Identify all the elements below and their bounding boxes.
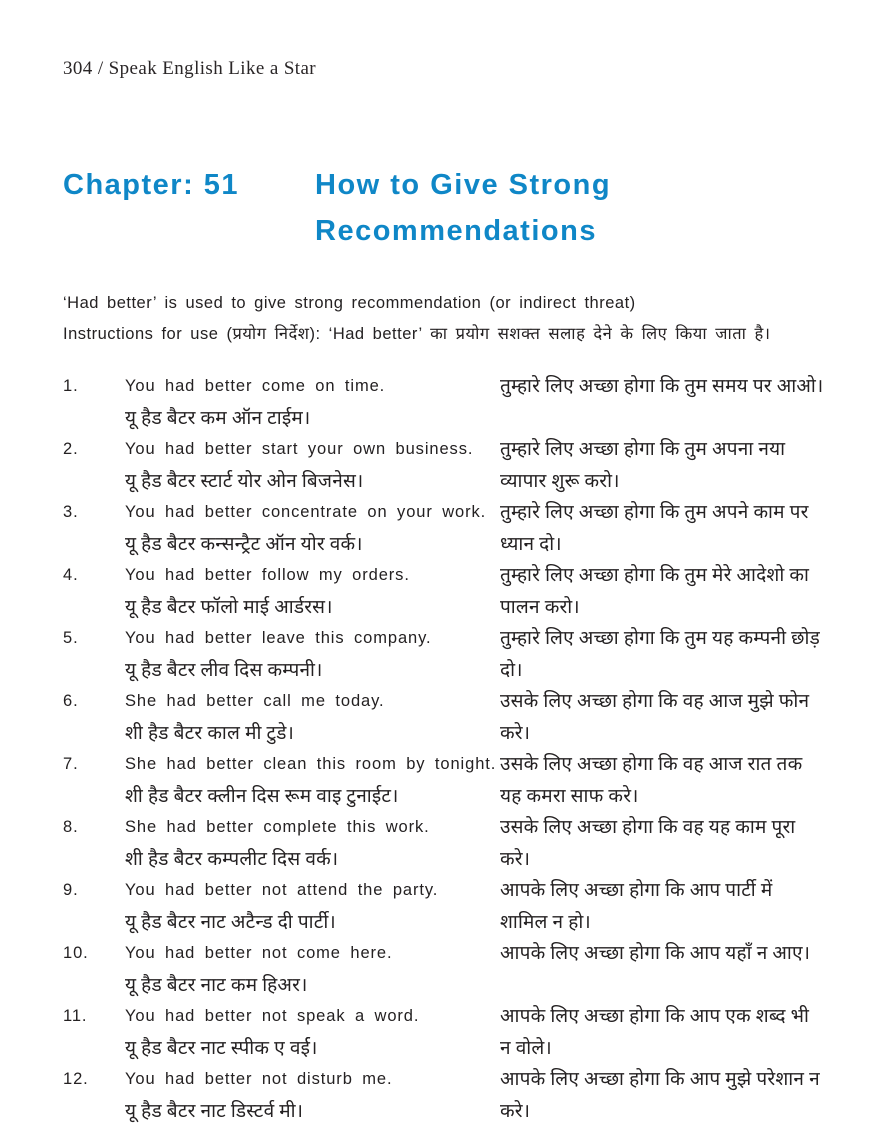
hindi-translation: उसके लिए अच्छा होगा कि वह आज मुझे फोन करे। bbox=[500, 691, 810, 744]
hindi-translation: तुम्हारे लिए अच्छा होगा कि तुम समय पर आओ। bbox=[500, 376, 824, 397]
item-english-block bbox=[125, 371, 500, 434]
english-sentence: You had better not attend the party. bbox=[125, 881, 439, 899]
item-number: 5. bbox=[63, 629, 79, 647]
item-english-block bbox=[125, 749, 500, 812]
hindi-transliteration: यू हैड बैटर नाट कम हिअर। bbox=[125, 974, 308, 996]
list-item bbox=[63, 812, 824, 875]
english-sentence: She had better complete this work. bbox=[125, 818, 430, 836]
chapter-label: Chapter: 51 bbox=[63, 169, 240, 201]
list-item bbox=[63, 875, 824, 938]
hindi-translation: उसके लिए अच्छा होगा कि वह आज रात तक यह कमरा साफ करे। bbox=[500, 754, 803, 807]
chapter-title bbox=[315, 162, 611, 254]
list-item bbox=[63, 1064, 824, 1127]
list-item bbox=[63, 434, 824, 497]
hindi-transliteration: यू हैड बैटर कम ऑन टाईम। bbox=[125, 407, 311, 429]
list-item bbox=[63, 686, 824, 749]
item-number: 10. bbox=[63, 944, 89, 962]
item-english-block bbox=[125, 623, 500, 686]
sentence-list bbox=[63, 371, 824, 1127]
english-sentence: You had better concentrate on your work. bbox=[125, 503, 487, 521]
hindi-translation: आपके लिए अच्छा होगा कि आप पार्टी में शामिल न हो। bbox=[500, 880, 773, 933]
list-item bbox=[63, 938, 824, 1001]
item-english-block bbox=[125, 686, 500, 749]
item-english-block bbox=[125, 1064, 500, 1127]
chapter-title-line-2: Recommendations bbox=[315, 215, 597, 247]
english-sentence: You had better not come here. bbox=[125, 944, 393, 962]
list-item bbox=[63, 497, 824, 560]
item-number: 8. bbox=[63, 818, 79, 836]
running-header: 304 / Speak English Like a Star bbox=[63, 58, 317, 79]
list-item bbox=[63, 371, 824, 434]
hindi-translation: उसके लिए अच्छा होगा कि वह यह काम पूरा करे। bbox=[500, 817, 796, 870]
list-item bbox=[63, 749, 824, 812]
english-sentence: You had better start your own business. bbox=[125, 440, 474, 458]
hindi-transliteration: शी हैड बैटर कम्पलीट दिस वर्क। bbox=[125, 848, 339, 870]
list-item bbox=[63, 560, 824, 623]
item-english-block bbox=[125, 1001, 500, 1064]
hindi-translation: तुम्हारे लिए अच्छा होगा कि तुम अपना नया व्यापार शुरू करो। bbox=[500, 439, 786, 492]
item-english-block bbox=[125, 434, 500, 497]
hindi-translation: तुम्हारे लिए अच्छा होगा कि तुम यह कम्पनी छोड़ दो। bbox=[500, 628, 820, 681]
list-item bbox=[63, 623, 824, 686]
hindi-translation: आपके लिए अच्छा होगा कि आप मुझे परेशान न करे। bbox=[500, 1069, 820, 1122]
item-english-block bbox=[125, 812, 500, 875]
hindi-transliteration: यू हैड बैटर स्टार्ट योर ओन बिजनेस। bbox=[125, 470, 364, 492]
intro-paragraph bbox=[63, 288, 833, 350]
item-number: 9. bbox=[63, 881, 79, 899]
hindi-transliteration: यू हैड बैटर फॉलो माई आर्डरस। bbox=[125, 596, 333, 618]
intro-line-1: ‘Had better’ is used to give strong recommendation (or indirect threat) bbox=[63, 294, 636, 312]
item-number: 3. bbox=[63, 503, 79, 521]
item-number: 11. bbox=[63, 1007, 88, 1025]
english-sentence: You had better come on time. bbox=[125, 377, 386, 395]
item-english-block bbox=[125, 497, 500, 560]
english-sentence: You had better follow my orders. bbox=[125, 566, 410, 584]
hindi-transliteration: यू हैड बैटर नाट डिस्टर्व मी। bbox=[125, 1100, 304, 1122]
hindi-translation: आपके लिए अच्छा होगा कि आप एक शब्द भी न वोले। bbox=[500, 1006, 810, 1059]
english-sentence: You had better leave this company. bbox=[125, 629, 432, 647]
english-sentence: You had better not disturb me. bbox=[125, 1070, 393, 1088]
hindi-translation: आपके लिए अच्छा होगा कि आप यहाँ न आए। bbox=[500, 943, 811, 964]
list-item bbox=[63, 1001, 824, 1064]
chapter-heading bbox=[63, 168, 611, 254]
item-number: 4. bbox=[63, 566, 79, 584]
item-english-block bbox=[125, 938, 500, 1001]
english-sentence: She had better call me today. bbox=[125, 692, 385, 710]
english-sentence: You had better not speak a word. bbox=[125, 1007, 420, 1025]
item-number: 6. bbox=[63, 692, 79, 710]
item-number: 1. bbox=[63, 377, 79, 395]
hindi-transliteration: शी हैड बैटर क्लीन दिस रूम वाइ टुनाईट। bbox=[125, 785, 399, 807]
english-sentence: She had better clean this room by tonight. bbox=[125, 755, 497, 773]
item-english-block bbox=[125, 875, 500, 938]
intro-line-2: Instructions for use (प्रयोग निर्देश): ‘Had better’ का प्रयोग सशक्त सलाह देने के लिए किया जाता है। bbox=[63, 325, 771, 343]
item-number: 2. bbox=[63, 440, 79, 458]
item-english-block bbox=[125, 560, 500, 623]
hindi-transliteration: यू हैड बैटर लीव दिस कम्पनी। bbox=[125, 659, 323, 681]
hindi-transliteration: यू हैड बैटर नाट स्पीक ए वर्ई। bbox=[125, 1037, 318, 1059]
hindi-translation: तुम्हारे लिए अच्छा होगा कि तुम मेरे आदेशो का पालन करो। bbox=[500, 565, 810, 618]
chapter-title-line-1: How to Give Strong bbox=[315, 169, 612, 201]
hindi-transliteration: यू हैड बैटर नाट अटैन्ड दी पार्टी। bbox=[125, 911, 336, 933]
item-number: 12. bbox=[63, 1070, 89, 1088]
hindi-transliteration: शी हैड बैटर काल मी टुडे। bbox=[125, 722, 295, 744]
item-number: 7. bbox=[63, 755, 79, 773]
hindi-translation: तुम्हारे लिए अच्छा होगा कि तुम अपने काम पर ध्यान दो। bbox=[500, 502, 809, 555]
hindi-transliteration: यू हैड बैटर कन्सन्ट्रैट ऑन योर वर्क। bbox=[125, 533, 363, 555]
